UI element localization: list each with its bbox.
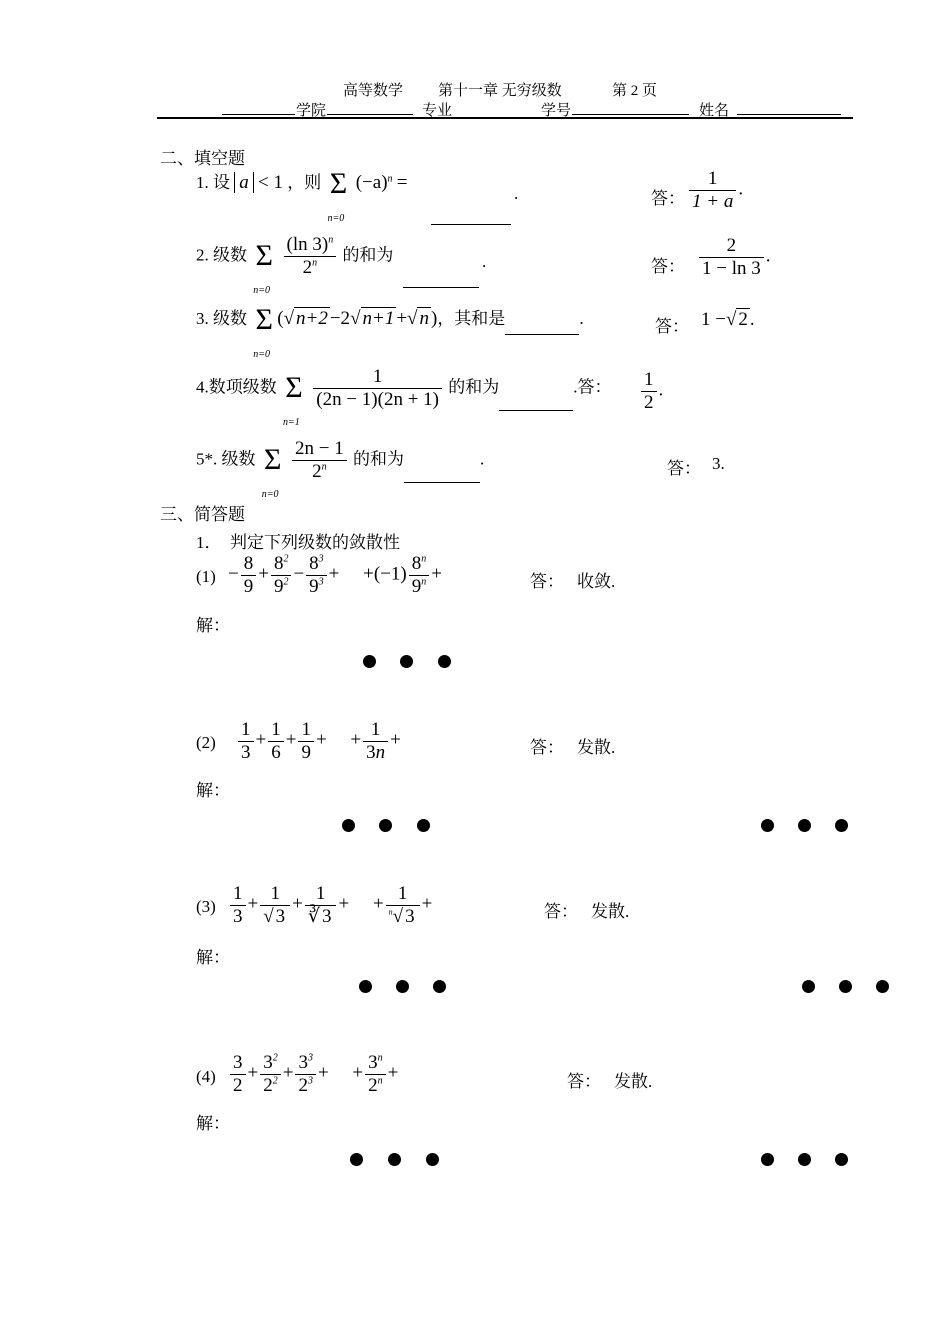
item-2-series: $\frac{1}{3}$ + $\frac{1}{6}$ + $\frac{1}{9}$ + + $\frac{1}{3n}$ + [236, 719, 401, 764]
name-label: 姓名 [699, 103, 730, 119]
q5-sigma: Σ n=0 [261, 443, 282, 501]
q1-exp: n [387, 173, 393, 185]
q5-end: . [479, 449, 485, 469]
q3-answer-blank[interactable] [505, 334, 579, 335]
q1-ans-end: . [738, 178, 744, 200]
short-q1-text: 判定下列级数的敛散性 [230, 533, 400, 552]
q2-ans-num: 2 [699, 235, 764, 258]
q1-expr: (−a) [355, 172, 388, 193]
ellipsis-dot [379, 819, 392, 832]
college-blank[interactable] [222, 114, 295, 115]
q4-answer [639, 369, 663, 414]
ellipsis-dot [761, 1153, 774, 1166]
item-4-solve-label: 解： [196, 1114, 230, 1133]
q1-eq: = [396, 172, 408, 193]
q3-ans-label: 答： [655, 317, 689, 336]
q2-sigma: Σ n=0 [253, 239, 273, 297]
q4-answer-blank[interactable] [499, 410, 573, 411]
q4-ans-den: 2 [644, 391, 654, 413]
q2-answer [697, 235, 771, 280]
q5-frac-num: 2n − 1 [292, 438, 347, 461]
q2-ans-label: 答： [651, 257, 685, 276]
section-fill-title: 二、填空题 [160, 149, 245, 168]
item-4-label: (4) [196, 1067, 216, 1086]
ellipsis-dot [835, 1153, 848, 1166]
q1-mid: ，则 [287, 173, 322, 192]
q3-sqrt2: n+1 [362, 308, 395, 329]
ellipsis-dot [839, 980, 852, 993]
item-4-ans-label: 答： [567, 1072, 601, 1091]
q3-ans-end: . [749, 309, 755, 330]
q2-frac-num: (ln 3) [286, 234, 329, 255]
item-2-solve-label: 解： [196, 781, 230, 800]
item-3-series: $\frac{1}{3}$ + $\frac{1}{√ 3}$ + $\frac{1}{∛ 3}$ + + $\frac{1}{^n√ 3}$ + [228, 883, 432, 928]
fill-q4 [196, 366, 612, 429]
q3-expr-a: ( [277, 308, 284, 329]
q1-end: . [514, 184, 519, 203]
q1-cond: < 1 [258, 172, 283, 193]
q2-answer-blank[interactable] [403, 287, 479, 288]
ellipsis-dot [876, 980, 889, 993]
q4-end: .答： [573, 377, 612, 397]
q2-end: . [482, 252, 487, 271]
ellipsis-dot [400, 655, 413, 668]
q1-sigma: Σ n=0 [327, 167, 348, 225]
header-chapter: 第十一章 无穷级数 [438, 83, 562, 99]
q4-ans-end: . [658, 379, 664, 401]
ellipsis-dot [359, 980, 372, 993]
ellipsis-dot [396, 980, 409, 993]
q4-num: 4. [196, 377, 209, 397]
q2-frac-den: 2 [302, 256, 313, 278]
q4-tail: 的和为 [448, 377, 500, 397]
q2-ans-den: 1 − ln 3 [702, 257, 761, 279]
q3-ans-a: 1 − [701, 309, 726, 330]
header-course: 高等数学 [343, 83, 404, 99]
item-3-ans-label: 答： [544, 902, 578, 921]
q4-ans-num: 1 [641, 369, 657, 392]
ellipsis-dot [426, 1153, 439, 1166]
ellipsis-dot [363, 655, 376, 668]
q3-ans-sqrt: 2 [738, 309, 748, 330]
fill-q2: 2. 级数 Σ n=0 $\frac{(\ln 3)^n}{2^n}$ 的和为 [196, 234, 394, 297]
q3-answer: 1 −√ 2 . [701, 309, 755, 330]
q1-lim: n=0 [327, 213, 345, 225]
major-blank[interactable] [327, 114, 413, 115]
item-3-solve-label: 解： [196, 948, 230, 967]
major-label: 专业 [422, 103, 453, 119]
q3-num: 3. [196, 309, 209, 328]
item-2-label: (2) [196, 733, 216, 752]
q5-num: 5*. [196, 449, 218, 469]
q2-lim: n=0 [253, 285, 270, 297]
ellipsis-dot [835, 819, 848, 832]
q3-lead: 级数 [213, 309, 247, 328]
ellipsis-dot [798, 819, 811, 832]
header-page: 第 2 页 [612, 83, 658, 99]
q2-tail: 的和为 [342, 245, 394, 265]
item-1-solve-label: 解： [196, 616, 230, 635]
student-id-label: 学号 [541, 103, 572, 119]
q5-exp: n [321, 461, 327, 473]
q5-frac-den: 2 [312, 460, 322, 482]
short-q1 [196, 528, 400, 553]
short-q1-num: 1． [196, 533, 222, 552]
item-1-ans-label: 答： [530, 572, 564, 591]
section-short-title: 三、简答题 [160, 505, 245, 524]
item-4-series: $\frac{3}{2}$ + $\frac{3^2}{2^2}$ + $\frac{3^3}{2^3}$ + + $\frac{3^n}{2^n}$ + [228, 1052, 398, 1097]
q1-answer-blank[interactable] [431, 224, 511, 225]
q5-ans-label: 答： [667, 459, 701, 478]
q1-ans-num: 1 [689, 168, 736, 191]
item-3-label: (3) [196, 897, 216, 916]
q2-ans-end: . [765, 245, 771, 267]
ellipsis-dot [798, 1153, 811, 1166]
item-2-ans-label: 答： [530, 738, 564, 757]
ellipsis-dot [802, 980, 815, 993]
q3-tail: ，其和是 [437, 309, 506, 328]
q4-lead: 数项级数 [208, 377, 277, 397]
q3-expr-b: −2 [329, 308, 351, 329]
item-3-ans: 发散. [591, 902, 630, 921]
q2-exp: n [328, 234, 334, 246]
college-label: 学院 [296, 103, 327, 119]
q2-num: 2. [196, 245, 209, 265]
ellipsis-dot [417, 819, 430, 832]
ellipsis-dot [350, 1153, 363, 1166]
q3-sigma: Σ n=0 [253, 303, 273, 361]
q4-sigma: Σ n=1 [283, 371, 303, 429]
q3-expr-d: ) [430, 308, 438, 329]
q3-end: . [579, 309, 584, 328]
q1-num: 1. [196, 173, 209, 192]
header-rule [157, 117, 853, 119]
item-1-series: − $\frac{8}{9}$ + $\frac{8^2}{9^2}$ − $\frac{8^3}{9^3}$ + +(−1) $\frac{8^n}{9^n}$ + [228, 553, 442, 597]
ellipsis-dot [342, 819, 355, 832]
q1-answer [687, 168, 743, 213]
q4-lim: n=1 [283, 417, 300, 429]
q1-ans-label: 答： [651, 189, 685, 208]
q1-ans-den: 1 + a [692, 190, 734, 212]
item-4-ans: 发散. [614, 1072, 653, 1091]
fill-q3: 3. 级数 Σ n=0 (√ n+2 −2√ n+1 +√ n )，其和是 . [196, 303, 584, 361]
q1-lead: 设 [213, 173, 230, 192]
q2-lead: 级数 [213, 245, 247, 265]
q3-sqrt1: n+2 [296, 308, 328, 329]
item-2-ans: 发散. [577, 738, 616, 757]
student-id-blank[interactable] [572, 114, 689, 115]
item-1-label: (1) [196, 567, 216, 586]
q5-tail: 的和为 [352, 449, 404, 469]
ellipsis-dot [388, 1153, 401, 1166]
ellipsis-dot [433, 980, 446, 993]
q1-abs-a: a [234, 172, 254, 193]
fill-q1 [196, 167, 408, 225]
q5-lim: n=0 [261, 489, 279, 501]
ellipsis-dot [438, 655, 451, 668]
name-blank[interactable] [737, 114, 841, 115]
q3-sqrt3: n [419, 308, 429, 329]
item-1-ans: 收敛. [577, 572, 616, 591]
q4-frac-num: 1 [313, 366, 442, 389]
q5-ans: 3. [712, 454, 725, 473]
q3-expr-c: + [396, 308, 408, 329]
q4-frac-den: (2n − 1)(2n + 1) [316, 388, 439, 410]
fill-q5 [196, 438, 485, 501]
q5-lead: 级数 [221, 449, 256, 469]
q5-answer-blank[interactable] [404, 482, 480, 483]
q3-lim: n=0 [253, 349, 270, 361]
ellipsis-dot [761, 819, 774, 832]
